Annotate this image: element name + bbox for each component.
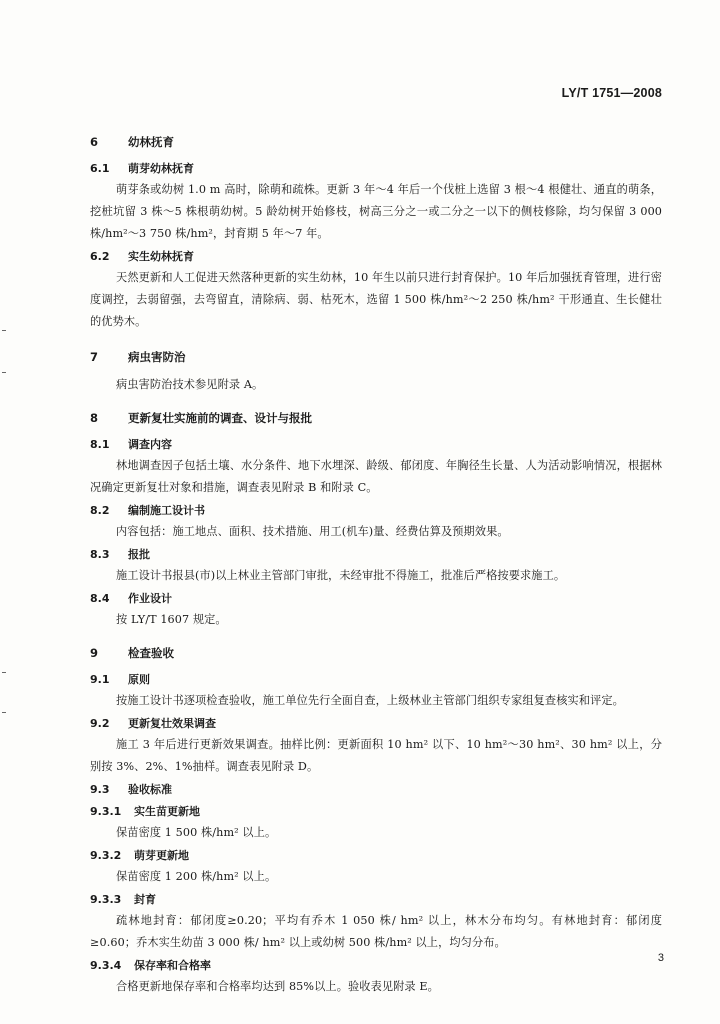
- paragraph: 保苗密度 1 200 株/hm² 以上。: [116, 870, 277, 883]
- subsection-heading: 9.1 原则: [90, 673, 150, 686]
- scan-mark: [2, 372, 6, 373]
- subsection-heading: 6.2 实生幼林抚育: [90, 250, 194, 263]
- paragraph: 合格更新地保存率和合格率均达到 85%以上。验收表见附录 E。: [116, 980, 439, 993]
- paragraph: 按施工设计书逐项检查验收，施工单位先行全面自查，上级林业主管部门组织专家组复查核实和评定。: [116, 694, 624, 707]
- standard-code: LY/T 1751—2008: [561, 86, 662, 100]
- section-heading: 6 幼林抚育: [90, 135, 174, 149]
- section-heading: 7 病虫害防治: [90, 350, 186, 364]
- section-heading: 9 检查验收: [90, 646, 174, 660]
- paragraph: 疏林地封育：郁闭度≥0.20；平均有乔木 1 050 株/ hm² 以上，林木分布均匀。有林地封育：郁闭度≥0.60；乔木实生幼苗 3 000 株/ hm² 以上或幼树 500 株/hm² 以上，均匀分布。: [90, 914, 662, 949]
- subsection-heading: 9.3 验收标准: [90, 783, 172, 796]
- paragraph: 内容包括：施工地点、面积、技术措施、用工(机车)量、经费估算及预期效果。: [116, 525, 509, 538]
- subsubsection-heading: 9.3.4 保存率和合格率: [90, 959, 211, 972]
- subsection-heading: 8.1 调查内容: [90, 438, 172, 451]
- subsection-heading: 8.4 作业设计: [90, 592, 172, 605]
- paragraph: 按 LY/T 1607 规定。: [116, 613, 227, 626]
- subsubsection-heading: 9.3.2 萌芽更新地: [90, 849, 189, 862]
- document-body: [90, 124, 662, 998]
- page-number: 3: [657, 952, 664, 964]
- paragraph: 病虫害防治技术参见附录 A。: [116, 378, 264, 391]
- subsection-heading: 6.1 萌芽幼林抚育: [90, 162, 194, 175]
- subsubsection-heading: 9.3.1 实生苗更新地: [90, 805, 200, 818]
- paragraph: 林地调查因子包括土壤、水分条件、地下水埋深、龄级、郁闭度、年胸径生长量、人为活动影响情况，根据林况确定更新复壮对象和措施，调查表见附录 B 和附录 C。: [90, 459, 662, 494]
- subsubsection-heading: 9.3.3 封育: [90, 893, 156, 906]
- paragraph: 保苗密度 1 500 株/hm² 以上。: [116, 826, 277, 839]
- scan-mark: [2, 712, 6, 713]
- paragraph: 施工 3 年后进行更新效果调查。抽样比例：更新面积 10 hm² 以下、10 hm²～30 hm²、30 hm² 以上，分别按 3%、2%、1%抽样。调查表见附录 D。: [90, 738, 662, 773]
- section-heading: 8 更新复壮实施前的调查、设计与报批: [90, 411, 312, 425]
- paragraph: 施工设计书报县(市)以上林业主管部门审批，未经审批不得施工，批准后严格按要求施工。: [116, 569, 566, 582]
- subsection-heading: 8.2 编制施工设计书: [90, 504, 205, 517]
- subsection-heading: 9.2 更新复壮效果调查: [90, 717, 216, 730]
- subsection-heading: 8.3 报批: [90, 548, 150, 561]
- paragraph: 萌芽条或幼树 1.0 m 高时，除萌和疏株。更新 3 年～4 年后一个伐桩上选留 3 根～4 根健壮、通直的萌条，挖桩坑留 3 株～5 株根萌幼树。5 龄幼树开始修枝，树高三分之一或二分之一以下的侧枝修除，均匀保留 3 000 株/hm²～3 750 株/hm²，封育期 5 年～7 年。: [90, 183, 662, 240]
- paragraph: 天然更新和人工促进天然落种更新的实生幼林，10 年生以前只进行封育保护。10 年后加强抚育管理，进行密度调控，去弱留强，去弯留直，清除病、弱、枯死木，选留 1 500 株/hm²～2 250 株/hm² 干形通直、生长健壮的优势木。: [90, 271, 662, 328]
- scan-mark: [2, 330, 6, 331]
- scan-mark: [2, 672, 6, 673]
